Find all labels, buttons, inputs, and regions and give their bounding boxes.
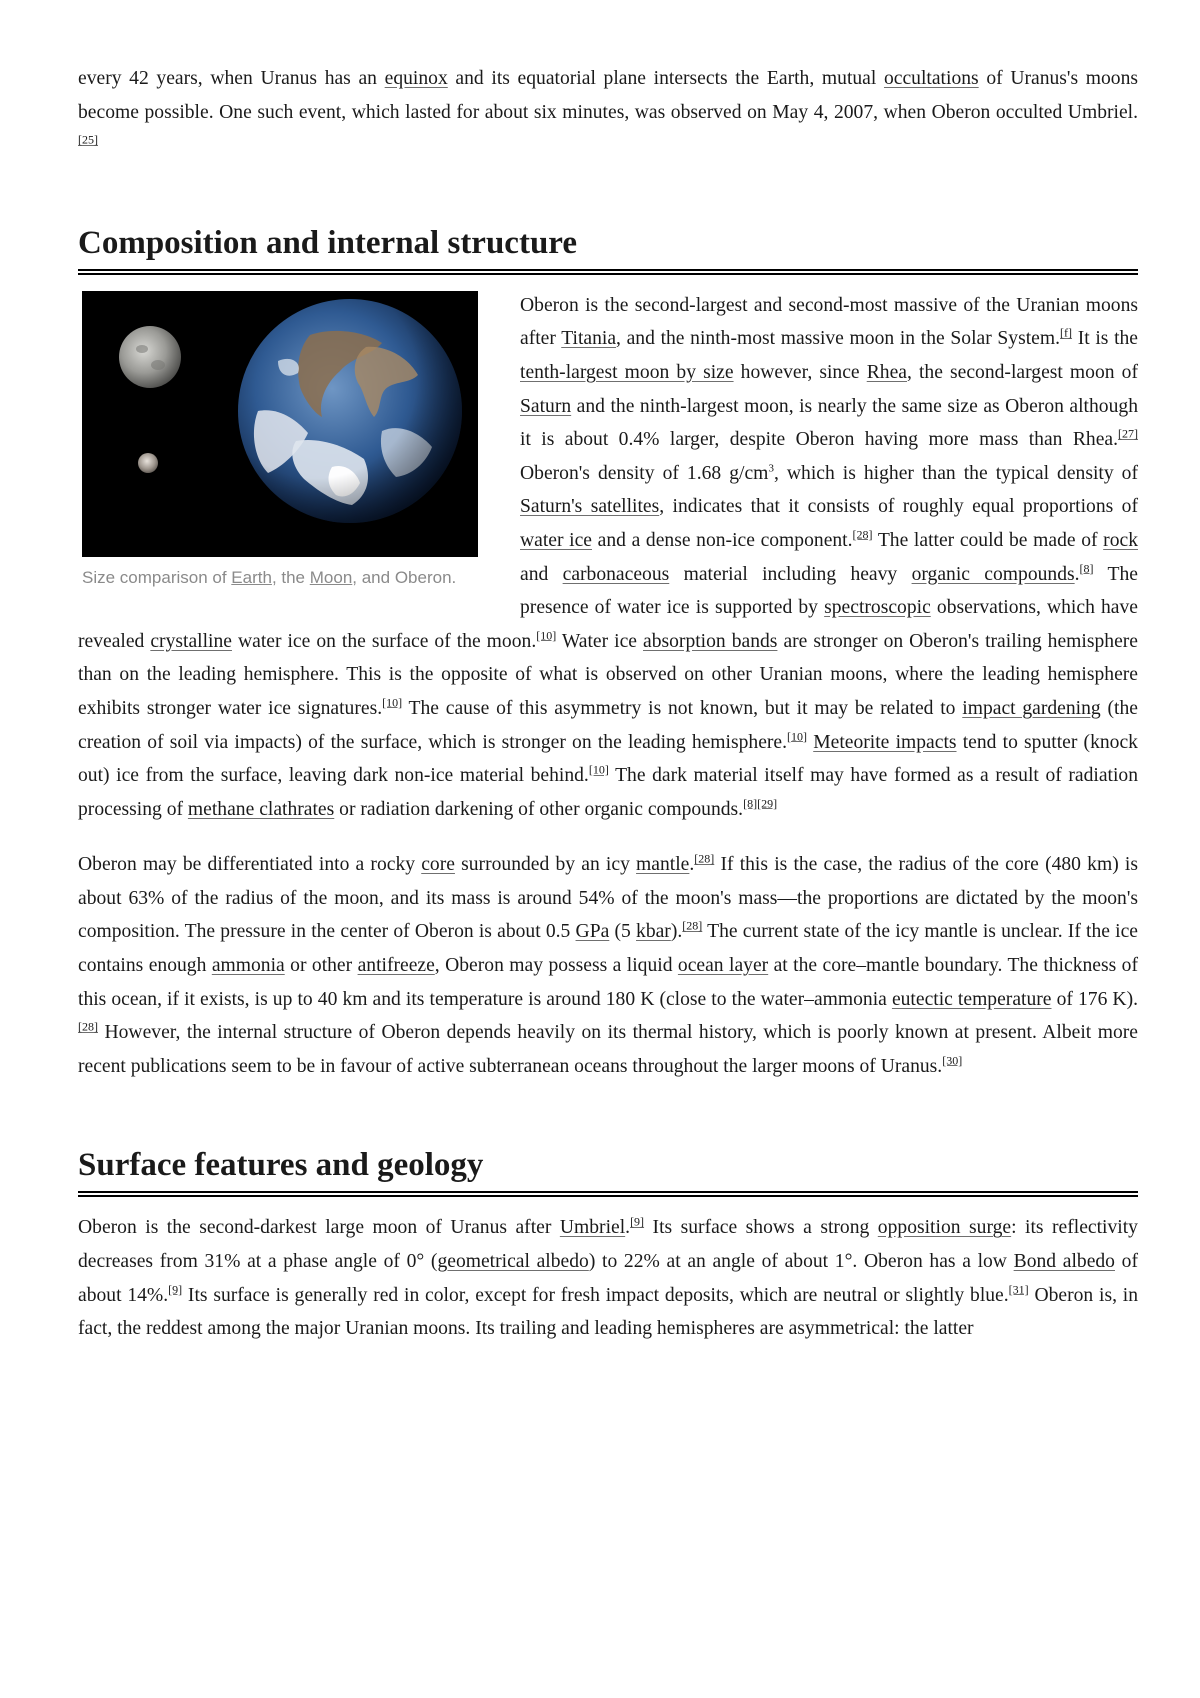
text: The presence of water ice is supported by — [520, 563, 1138, 619]
text: of Uranus's moons become possible. One such event, which lasted for about six minutes, was observed on May 4, 2007, when Oberon occulted Umbriel. — [78, 68, 1138, 123]
citation-link[interactable]: [10] — [536, 628, 557, 643]
text: The dark material itself may have formed as a result of radiation processing of — [78, 765, 1139, 820]
link-gpa[interactable]: GPa — [575, 921, 610, 943]
text: . — [689, 854, 695, 876]
citation-link[interactable]: [29] — [757, 796, 778, 811]
text: Oberon is the second-darkest large moon of Uranus after — [78, 1217, 560, 1239]
caption-link-earth[interactable]: Earth — [231, 567, 272, 587]
text: (5 — [609, 921, 637, 943]
citation[interactable] — [1080, 561, 1094, 575]
text: ). — [670, 921, 683, 943]
link-antifreeze[interactable]: antifreeze — [357, 955, 435, 977]
text: Its surface shows a strong — [644, 1217, 878, 1239]
link-titania[interactable]: Titania — [561, 328, 617, 350]
text: and a dense non-ice component. — [592, 529, 853, 551]
link-rock[interactable]: rock — [1103, 529, 1138, 551]
link-occultations[interactable]: occultations — [883, 68, 979, 89]
citation[interactable] — [682, 919, 702, 933]
figure-size-comparison — [82, 291, 478, 592]
link-rhea[interactable]: Rhea — [866, 361, 907, 383]
figure-caption — [82, 563, 478, 592]
link-ammonia[interactable]: ammonia — [211, 955, 285, 977]
citation-link[interactable]: [25] — [78, 132, 98, 147]
citation-link[interactable]: [31] — [1008, 1282, 1029, 1297]
moon-disc — [119, 326, 181, 388]
link-geometrical-albedo[interactable]: geometrical albedo — [437, 1251, 589, 1273]
composition-paragraph-2 — [78, 848, 1138, 1083]
text: . — [625, 1217, 631, 1239]
link-water-ice[interactable]: water ice — [520, 529, 592, 551]
citation[interactable] — [78, 133, 98, 147]
text: surrounded by an icy — [454, 854, 637, 876]
caption-link-moon[interactable]: Moon — [309, 567, 353, 587]
text: ) to 22% at an angle of about 1°. Oberon has a low — [588, 1251, 1014, 1273]
citation[interactable] — [78, 1020, 98, 1034]
citation-link[interactable]: [28] — [852, 527, 873, 542]
link-core[interactable]: core — [421, 854, 455, 876]
citation-link[interactable]: [9] — [168, 1282, 183, 1297]
link-kbar[interactable]: kbar — [636, 921, 671, 943]
link-opposition-surge[interactable]: opposition surge — [877, 1217, 1012, 1239]
text: If this is the case, the radius of the core (480 km) is about 63% of the radius of the moon, and its mass is around 54% of the moon's mass—the proportions are dictated by the moon's composition. The pressure in the center of Oberon is about 0.5 — [78, 854, 1138, 943]
citation[interactable] — [787, 729, 807, 743]
citation[interactable] — [1118, 427, 1138, 441]
text: It is the — [1072, 328, 1139, 350]
citation-link[interactable]: [30] — [942, 1053, 963, 1068]
text: or other — [284, 955, 358, 977]
text: however, since — [733, 361, 867, 383]
surface-paragraph-1 — [78, 1211, 1138, 1345]
citation-link[interactable]: [10] — [588, 762, 609, 777]
link-carbonaceous[interactable]: carbonaceous — [562, 563, 670, 585]
link-absorption-bands[interactable]: absorption bands — [643, 630, 778, 652]
citation-link[interactable]: [f] — [1060, 325, 1073, 340]
citation[interactable] — [589, 763, 609, 777]
text: , the — [271, 567, 310, 587]
citation[interactable] — [942, 1053, 962, 1067]
text: The current state of the icy mantle is unclear. If the ice contains enough — [78, 921, 1139, 977]
text: Water ice — [556, 630, 643, 652]
text: are stronger on Oberon's trailing hemisphere than on the leading hemisphere. This is the opposite of what is observed on other Uranian moons, where the leading hemisphere exhibits stronger water ice signatures. — [78, 630, 1138, 719]
citation[interactable] — [743, 796, 777, 810]
composition-body — [78, 289, 1138, 1084]
text: , which is higher than the typical density of — [773, 462, 1138, 484]
text: and — [520, 563, 563, 585]
citation-link[interactable]: [8] — [743, 796, 758, 811]
size-comparison-illustration — [82, 291, 478, 557]
oberon-disc — [138, 453, 158, 473]
surface-body — [78, 1211, 1138, 1345]
citation[interactable] — [168, 1282, 182, 1296]
link-mantle[interactable]: mantle — [636, 854, 690, 876]
citation[interactable] — [853, 527, 873, 541]
text: of about 14%. — [78, 1251, 1138, 1306]
link-meteorite-impacts[interactable]: Meteorite impacts — [813, 731, 957, 753]
link-ocean-layer[interactable]: ocean layer — [677, 955, 769, 977]
text: water ice on the surface of the moon. — [231, 630, 537, 652]
text: every 42 years, when Uranus has an — [78, 68, 385, 89]
text: The cause of this asymmetry is not known, but it may be related to — [402, 697, 963, 719]
link-spectroscopic[interactable]: spectroscopic — [824, 597, 931, 619]
link-largest-moons[interactable]: tenth-largest moon by size — [520, 361, 734, 383]
text: . — [1074, 563, 1080, 585]
text: Oberon may be differentiated into a rocky — [78, 854, 422, 876]
citation[interactable] — [382, 695, 402, 709]
text: or radiation darkening of other organic compounds. — [334, 798, 744, 820]
size-comparison-image[interactable] — [82, 291, 478, 557]
text: Oberon is, in fact, the reddest among the major Uranian moons. Its trailing and leading hemispheres are asymmetrical: the latter — [78, 1284, 1138, 1340]
text: and the ninth-largest moon, is nearly the same size as Oberon although it is about 0.4% larger, despite Oberon having more mass than Rhea. — [520, 395, 1138, 451]
superscript: 3 — [768, 462, 774, 475]
text: , Oberon may possess a liquid — [434, 955, 678, 977]
citation-link[interactable]: [27] — [1118, 426, 1138, 441]
text: : its reflectivity decreases from 31% at a phase angle of 0° ( — [78, 1217, 1138, 1273]
text: The latter could be made of — [872, 529, 1104, 551]
text: and its equatorial plane intersects the Earth, mutual — [447, 68, 884, 89]
citation-link[interactable]: [28] — [78, 1019, 98, 1034]
intro-paragraph — [78, 62, 1138, 163]
text: at the core–mantle boundary. The thickness of this ocean, if it exists, is up to 40 km and its temperature is around 180 K (close to the water–ammonia — [78, 955, 1138, 1010]
link-methane-clathrates[interactable]: methane clathrates — [187, 798, 335, 820]
citation-link[interactable]: [10] — [787, 728, 808, 743]
link-organic-compounds[interactable]: organic compounds — [911, 563, 1075, 585]
citation[interactable] — [630, 1215, 644, 1229]
link-impact-gardening[interactable]: impact gardening — [962, 697, 1101, 719]
citation[interactable] — [1060, 326, 1072, 340]
citation-link[interactable]: [10] — [382, 695, 403, 710]
text: , and the ninth-most massive moon in the Solar System. — [616, 328, 1061, 350]
text: , indicates that it consists of roughly equal proportions of — [659, 496, 1138, 518]
citation-link[interactable]: [28] — [682, 918, 703, 933]
citation[interactable] — [694, 852, 714, 866]
link-saturn-satellites[interactable]: Saturn's satellites — [520, 496, 660, 518]
text: (the creation of soil via impacts) of the surface, which is stronger on the leading hemisphere. — [78, 697, 1138, 753]
citation-link[interactable]: [28] — [694, 851, 715, 866]
article-content — [78, 62, 1138, 1346]
section-heading-composition: Composition and internal structure — [78, 223, 1138, 275]
text: of 176 K). — [1051, 988, 1139, 1010]
text: tend to sputter (knock out) ice from the surface, leaving dark non-ice material behind. — [78, 731, 1138, 787]
link-saturn[interactable]: Saturn — [520, 395, 572, 417]
link-umbriel[interactable]: Umbriel — [559, 1217, 626, 1239]
link-eutectic-temperature[interactable]: eutectic temperature — [891, 988, 1052, 1010]
text: , and Oberon. — [352, 567, 457, 587]
text: However, the internal structure of Oberon depends heavily on its thermal history, which is poorly known at present. Albeit more recent publications seem to be in favour of active subterranean oceans throughout the larger moons of Uranus. — [78, 1022, 1138, 1077]
text: Oberon's density of 1.68 g/cm — [520, 462, 769, 484]
text: Oberon is the second-largest and second-most massive of the Uranian moons after — [520, 294, 1138, 350]
link-crystalline[interactable]: crystalline — [150, 630, 232, 652]
link-equinox[interactable]: equinox — [384, 68, 448, 89]
text: Its surface is generally red in color, except for fresh impact deposits, which are neutral or slightly blue. — [182, 1284, 1009, 1306]
text: , the second-largest moon of — [906, 361, 1138, 383]
text: material including heavy — [669, 563, 912, 585]
text: observations, which have revealed — [78, 597, 1138, 652]
text: Size comparison of — [82, 567, 232, 587]
section-heading-surface: Surface features and geology — [78, 1145, 1138, 1197]
citation[interactable] — [1009, 1282, 1029, 1296]
citation-link[interactable]: [8] — [1079, 561, 1094, 575]
citation-link[interactable]: [9] — [630, 1214, 645, 1229]
citation[interactable] — [536, 628, 556, 642]
link-bond-albedo[interactable]: Bond albedo — [1013, 1251, 1115, 1273]
